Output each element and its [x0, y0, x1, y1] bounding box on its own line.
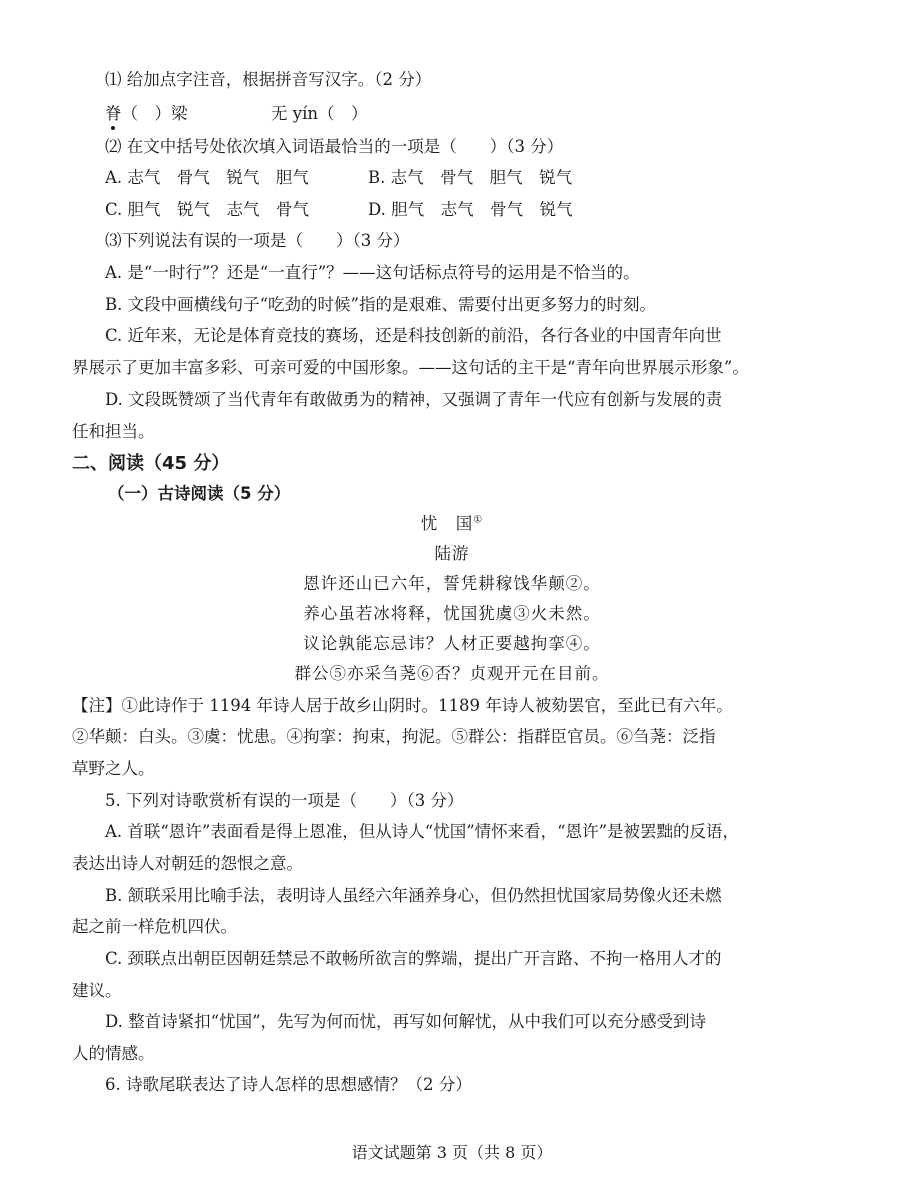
- q1-item-b: 无 yín（ ）: [271, 104, 368, 123]
- poem-note-line2: ②华颠：白头。③虞：忧患。④拘挛：拘束，拘泥。⑤群公：指群臣官员。⑥刍荛：泛指: [72, 727, 716, 746]
- q1-dotted-char: 脊: [105, 100, 122, 124]
- q5-option-c-line2: 建议。: [72, 981, 122, 1000]
- q1-item-a: [105, 100, 188, 124]
- poem-line-3: 议论孰能忘忌讳？人材正要越拘挛④。: [303, 634, 601, 653]
- q1-title: ⑴ 给加点字注音，根据拼音写汉字。（2 分）: [105, 70, 432, 89]
- q5-option-d-line1: D. 整首诗紧扣“忧国”，先写为何而忧，再写如何解忧，从中我们可以充分感受到诗: [105, 1012, 707, 1031]
- q2-title: ⑵ 在文中括号处依次填入词语最恰当的一项是（ ）（3 分）: [105, 137, 564, 156]
- q5-option-a-line1: A. 首联“恩许”表面看是得上恩准，但从诗人“忧国”情怀来看，“恩许”是被罢黜的反语，: [105, 822, 740, 841]
- sub-heading-poetry: （一）古诗阅读（5 分）: [108, 484, 291, 503]
- poem-note-line1: 【注】①此诗作于 1194 年诗人居于故乡山阴时。1189 年诗人被劾罢官，至此已有六年。: [72, 696, 733, 715]
- q3-title: ⑶下列说法有误的一项是（ ）（3 分）: [105, 231, 410, 250]
- q2-option-d: D. 胆气 志气 骨气 锐气: [368, 200, 573, 219]
- poem-title-note: ①: [473, 514, 484, 526]
- poem-line-1: 恩许还山已六年，誓凭耕稼饯华颠②。: [303, 574, 601, 593]
- q3-option-c-line2: 界展示了更加丰富多彩、可亲可爱的中国形象。——这句话的主干是“青年向世界展示形象”。: [72, 358, 749, 377]
- q5-option-a-line2: 表达出诗人对朝廷的怨恨之意。: [72, 854, 303, 873]
- q5-option-c-line1: C. 颈联点出朝臣因朝廷禁忌不敢畅所欲言的弊端，提出广开言路、不拘一格用人才的: [105, 949, 722, 968]
- q6-title: 6. 诗歌尾联表达了诗人怎样的思想感情？（2 分）: [105, 1075, 472, 1094]
- poem-line-4: 群公⑤亦采刍荛⑥否？贞观开元在目前。: [294, 664, 610, 683]
- q5-option-b-line2: 起之前一样危机四伏。: [72, 917, 237, 936]
- section-heading-reading: 二、阅读（45 分）: [72, 453, 230, 474]
- q5-title: 5. 下列对诗歌赏析有误的一项是（ ）（3 分）: [105, 791, 464, 810]
- q5-option-d-line2: 人的情感。: [72, 1044, 155, 1063]
- poem-author: 陆游: [434, 544, 470, 563]
- poem-title: [0, 510, 904, 534]
- q2-option-c: C. 胆气 锐气 志气 骨气: [105, 200, 310, 219]
- q3-option-d-line1: D. 文段既赞颂了当代青年有敢做勇为的精神，又强调了青年一代应有创新与发展的责: [105, 390, 723, 409]
- q3-option-b: B. 文段中画横线句子“吃劲的时候”指的是艰难、需要付出更多努力的时刻。: [105, 295, 656, 314]
- q1-item-a-blank: （ ）梁: [121, 104, 188, 123]
- q5-option-b-line1: B. 颔联采用比喻手法，表明诗人虽经六年涵养身心，但仍然担忧国家局势像火还未燃: [105, 886, 722, 905]
- q2-option-a: A. 志气 骨气 锐气 胆气: [105, 168, 309, 187]
- q3-option-d-line2: 任和担当。: [72, 422, 155, 441]
- q3-option-c-line1: C. 近年来，无论是体育竞技的赛场，还是科技创新的前沿，各行各业的中国青年向世: [105, 326, 722, 345]
- poem-note-line3: 草野之人。: [72, 759, 155, 778]
- q3-option-a: A. 是“一时行”？还是“一直行”？——这句话标点符号的运用是不恰当的。: [105, 263, 640, 282]
- poem-title-text: 忧 国: [420, 514, 474, 533]
- q2-option-b: B. 志气 骨气 胆气 锐气: [368, 168, 573, 187]
- page-footer: 语文试题第 3 页（共 8 页）: [351, 1143, 553, 1162]
- poem-line-2: 养心虽若冰将释，忧国犹虞③火未然。: [303, 604, 601, 623]
